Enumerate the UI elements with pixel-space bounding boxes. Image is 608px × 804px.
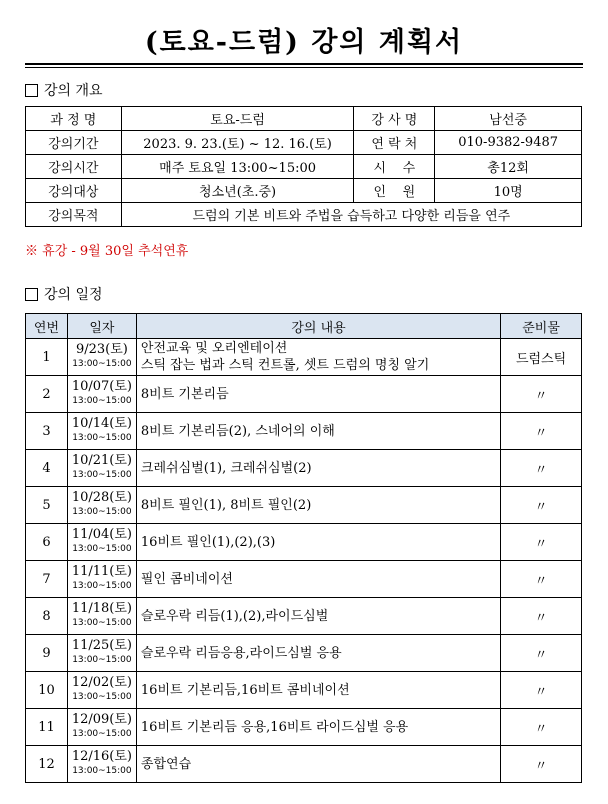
schedule-row (26, 413, 582, 450)
session-content-line: 안전교육 및 오리엔테이션 (140, 341, 288, 356)
session-date-cell (67, 672, 136, 709)
schedule-row (26, 561, 582, 598)
session-date: 11/18(토) (71, 601, 132, 616)
session-number: 3 (26, 413, 68, 450)
overview-row-purpose (26, 203, 582, 227)
session-date: 12/16(토) (71, 749, 132, 764)
session-content (136, 450, 500, 487)
session-content-line: 슬로우락 리듬(1),(2),라이드심벌 (140, 608, 329, 624)
session-content (136, 376, 500, 413)
overview-value: 청소년(초.중) (121, 179, 354, 203)
session-content (136, 672, 500, 709)
session-prep: 〃 (501, 672, 582, 709)
session-time: 13:00~15:00 (72, 581, 132, 591)
overview-section-heading (25, 80, 103, 100)
session-time: 13:00~15:00 (72, 766, 132, 776)
session-date-cell (67, 709, 136, 746)
session-prep: 〃 (501, 413, 582, 450)
session-date: 10/14(토) (71, 416, 132, 431)
session-date: 10/07(토) (71, 379, 132, 394)
session-content (136, 561, 500, 598)
session-prep: 〃 (501, 746, 582, 783)
session-prep: 〃 (501, 635, 582, 672)
overview-value: 총12회 (435, 155, 582, 179)
schedule-row (26, 450, 582, 487)
overview-label: 시 수 (354, 155, 435, 179)
session-prep: 드럼스틱 (501, 339, 582, 376)
session-time: 13:00~15:00 (72, 618, 132, 628)
session-date: 12/09(토) (71, 712, 132, 727)
session-content-line: 16비트 필인(1),(2),(3) (140, 534, 276, 550)
session-content-line: 16비트 기본리듬 응용,16비트 라이드심벌 응용 (140, 719, 409, 735)
session-prep: 〃 (501, 561, 582, 598)
session-number: 1 (26, 339, 68, 376)
session-time: 13:00~15:00 (72, 692, 132, 702)
session-date: 12/02(토) (71, 675, 132, 690)
session-content-line: 크레쉬심벌(1), 크레쉬심벌(2) (140, 460, 312, 476)
session-date: 9/23(토) (75, 342, 128, 357)
session-time: 13:00~15:00 (72, 655, 132, 665)
overview-label: 강 사 명 (354, 107, 435, 131)
overview-value: 남선중 (435, 107, 582, 131)
checkbox-square-icon (25, 288, 38, 301)
overview-row (26, 107, 582, 131)
title-underline (25, 63, 583, 68)
header-content: 강의 내용 (136, 314, 500, 339)
holiday-note: ※ 휴강 - 9월 30일 추석연휴 (25, 244, 189, 259)
session-content-line: 8비트 기본리듬(2), 스네어의 이해 (140, 423, 335, 439)
session-number: 2 (26, 376, 68, 413)
session-date: 10/28(토) (71, 490, 132, 505)
session-prep: 〃 (501, 709, 582, 746)
session-content-line: 16비트 기본리듬,16비트 콤비네이션 (140, 682, 350, 698)
session-content-line: 필인 콤비네이션 (140, 571, 233, 587)
session-time: 13:00~15:00 (72, 359, 132, 369)
session-prep: 〃 (501, 487, 582, 524)
overview-label: 강의대상 (26, 179, 122, 203)
session-date-cell (67, 746, 136, 783)
session-content-line: 종합연습 (140, 756, 192, 772)
page-title: (토요-드럼) 강의 계획서 (144, 27, 464, 58)
overview-label: 연 락 처 (354, 131, 435, 155)
session-number: 8 (26, 598, 68, 635)
session-content (136, 709, 500, 746)
overview-value: 매주 토요일 13:00~15:00 (121, 155, 354, 179)
session-date-cell (67, 339, 136, 376)
overview-row (26, 131, 582, 155)
session-number: 7 (26, 561, 68, 598)
schedule-row (26, 598, 582, 635)
schedule-table (25, 313, 582, 783)
session-number: 11 (26, 709, 68, 746)
session-prep: 〃 (501, 598, 582, 635)
overview-value: 10명 (435, 179, 582, 203)
session-content (136, 635, 500, 672)
session-date: 10/21(토) (71, 453, 132, 468)
session-content (136, 339, 500, 376)
session-time: 13:00~15:00 (72, 470, 132, 480)
session-date-cell (67, 413, 136, 450)
session-number: 12 (26, 746, 68, 783)
session-content (136, 413, 500, 450)
header-date: 일자 (67, 314, 136, 339)
session-content-line: 8비트 필인(1), 8비트 필인(2) (140, 497, 312, 513)
session-content-line: 스틱 잡는 법과 스틱 컨트롤, 셋트 드럼의 명칭 알기 (140, 358, 430, 373)
session-time: 13:00~15:00 (72, 544, 132, 554)
session-date-cell (67, 598, 136, 635)
overview-label: 강의시간 (26, 155, 122, 179)
session-prep: 〃 (501, 376, 582, 413)
session-time: 13:00~15:00 (72, 729, 132, 739)
schedule-row (26, 746, 582, 783)
overview-label: 인 원 (354, 179, 435, 203)
session-content (136, 598, 500, 635)
overview-row (26, 179, 582, 203)
session-date-cell (67, 450, 136, 487)
schedule-section-label: 강의 일정 (44, 287, 103, 303)
session-date: 11/11(토) (71, 564, 132, 579)
overview-table (25, 106, 582, 227)
schedule-row (26, 487, 582, 524)
session-content-line: 8비트 기본리듬 (140, 386, 229, 402)
session-date-cell (67, 635, 136, 672)
session-time: 13:00~15:00 (72, 507, 132, 517)
session-number: 6 (26, 524, 68, 561)
session-content (136, 524, 500, 561)
course-purpose: 드럼의 기본 비트와 주법을 습득하고 다양한 리듬을 연주 (121, 203, 581, 227)
session-date-cell (67, 561, 136, 598)
session-number: 10 (26, 672, 68, 709)
overview-label: 과 정 명 (26, 107, 122, 131)
session-date-cell (67, 376, 136, 413)
session-date-cell (67, 524, 136, 561)
session-time: 13:00~15:00 (72, 433, 132, 443)
overview-section-label: 강의 개요 (44, 83, 103, 99)
session-content-line: 슬로우락 리듬응용,라이드심벌 응용 (140, 645, 342, 661)
session-date: 11/04(토) (71, 527, 132, 542)
session-number: 9 (26, 635, 68, 672)
overview-value: 010-9382-9487 (435, 131, 582, 155)
checkbox-square-icon (25, 84, 38, 97)
schedule-row (26, 709, 582, 746)
overview-value: 2023. 9. 23.(토) ~ 12. 16.(토) (121, 131, 354, 155)
header-prep: 준비물 (501, 314, 582, 339)
session-prep: 〃 (501, 524, 582, 561)
overview-label: 강의기간 (26, 131, 122, 155)
session-time: 13:00~15:00 (72, 396, 132, 406)
overview-value: 토요-드럼 (121, 107, 354, 131)
schedule-row (26, 635, 582, 672)
session-number: 4 (26, 450, 68, 487)
schedule-row (26, 339, 582, 376)
session-date: 11/25(토) (71, 638, 132, 653)
session-prep: 〃 (501, 450, 582, 487)
overview-row (26, 155, 582, 179)
header-no: 연번 (26, 314, 68, 339)
session-content (136, 487, 500, 524)
session-content (136, 746, 500, 783)
schedule-row (26, 376, 582, 413)
schedule-section-heading (25, 284, 103, 304)
overview-label: 강의목적 (26, 203, 122, 227)
schedule-row (26, 672, 582, 709)
session-date-cell (67, 487, 136, 524)
schedule-row (26, 524, 582, 561)
session-number: 5 (26, 487, 68, 524)
